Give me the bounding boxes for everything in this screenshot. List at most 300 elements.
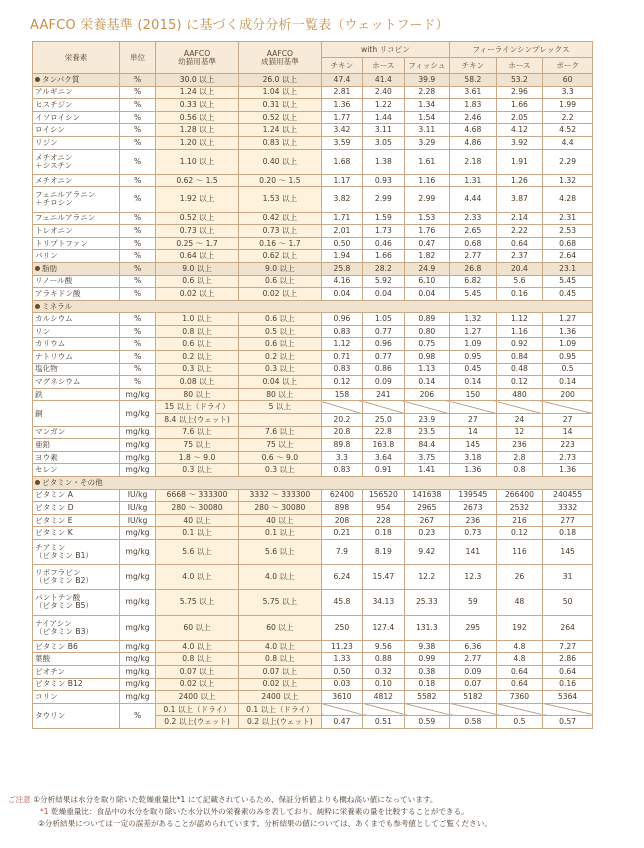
value-cell: 23.1 (543, 262, 593, 275)
adult-standard: 0.52 以上 (238, 111, 321, 124)
table-row (33, 124, 593, 137)
bullet-icon (35, 480, 40, 485)
nutrient-name-line1: イソロイシン (35, 112, 81, 122)
value-cell: 0.14 (543, 376, 593, 389)
value-cell: 206 (404, 388, 450, 401)
table-row (33, 527, 593, 540)
kitten-standard: 1.24 以上 (156, 86, 239, 99)
value-cell: 3.18 (450, 451, 497, 464)
value-cell: 3.3 (321, 451, 362, 464)
value-cell: 3.64 (363, 451, 404, 464)
value-cell: 4.68 (450, 124, 497, 137)
value-cell: 14 (543, 426, 593, 439)
value-cell: 1.36 (543, 325, 593, 338)
value-cell: 0.18 (404, 678, 450, 691)
kitten-standard: 280 ～ 30080 (156, 502, 239, 515)
kitten-standard: 0.6 以上 (156, 275, 239, 288)
nutrient-name-line1: 亜鉛 (35, 440, 51, 450)
value-cell: 0.18 (543, 527, 593, 540)
value-cell: 1.36 (321, 99, 362, 112)
adult-standard: 0.3 以上 (238, 464, 321, 477)
unit-cell: % (119, 376, 155, 389)
adult-standard: 1.24 以上 (238, 124, 321, 137)
adult-standard: 5.75 以上 (238, 590, 321, 615)
header-group-simplex: フィーラインシンプレックス (450, 42, 593, 58)
kitten-standard: 9.0 以上 (156, 262, 239, 275)
value-cell: 0.04 (404, 288, 450, 301)
unit-cell: mg/kg (119, 464, 155, 477)
value-cell: 1.16 (404, 174, 450, 187)
nutrient-name (33, 489, 120, 502)
nutrient-name-line1: 鉄 (35, 389, 43, 399)
notes-lead: ご注意 (8, 795, 31, 804)
value-cell: 1.66 (496, 99, 543, 112)
adult-standard: 0.04 以上 (238, 376, 321, 389)
nutrient-name (33, 451, 120, 464)
value-cell: 116 (496, 539, 543, 564)
value-cell: 480 (496, 388, 543, 401)
value-cell: 0.58 (450, 716, 497, 729)
blank-cell (321, 401, 362, 414)
nutrient-name-line1: チアミン (35, 543, 66, 553)
value-cell: 0.91 (363, 464, 404, 477)
nutrient-name-line1: リノール酸 (35, 276, 73, 286)
value-cell: 264 (543, 615, 593, 640)
value-cell: 5.6 (496, 275, 543, 288)
value-cell: 3610 (321, 691, 362, 704)
adult-standard-wet (238, 414, 321, 427)
adult-standard: 7.6 以上 (238, 426, 321, 439)
kitten-standard: 0.33 以上 (156, 99, 239, 112)
table-row (33, 111, 593, 124)
value-cell: 0.75 (404, 338, 450, 351)
value-cell: 3.82 (321, 187, 362, 212)
value-cell: 9.56 (363, 640, 404, 653)
table-row (33, 451, 593, 464)
adult-standard: 0.6 以上 (238, 313, 321, 326)
nutrient-name (33, 464, 120, 477)
note-3: ②分析結果については一定の誤差があることが認められています。分析結果の値については、あくまでも参考値としてご覧ください。 (38, 819, 492, 828)
kitten-standard: 1.0 以上 (156, 313, 239, 326)
kitten-standard: 0.3 以上 (156, 363, 239, 376)
value-cell: 2532 (496, 502, 543, 515)
value-cell: 2.40 (363, 86, 404, 99)
value-cell: 1.41 (404, 464, 450, 477)
unit-cell: mg/kg (119, 615, 155, 640)
value-cell: 2.96 (496, 86, 543, 99)
value-cell: 0.83 (321, 464, 362, 477)
value-cell: 12 (496, 426, 543, 439)
unit-cell: % (119, 351, 155, 364)
header-adult (238, 42, 321, 74)
nutrient-name-line2: ＋チロシン (35, 198, 73, 208)
note-1: ①分析結果は水分を取り除いた乾燥重量比*1 にて記載されているため、保証分析値よりも概ね高い値になっています。 (33, 795, 438, 804)
table-row (33, 174, 593, 187)
value-cell: 3.75 (404, 451, 450, 464)
value-cell: 2965 (404, 502, 450, 515)
value-cell: 1.26 (496, 174, 543, 187)
adult-standard: 5 以上 (238, 401, 321, 414)
nutrient-name (33, 565, 120, 590)
value-cell: 31 (543, 565, 593, 590)
value-cell: 4.8 (496, 653, 543, 666)
unit-cell: % (119, 174, 155, 187)
unit-cell: mg/kg (119, 691, 155, 704)
nutrient-name-line1: ビタミン K (35, 528, 73, 538)
kitten-standard: 5.6 以上 (156, 539, 239, 564)
nutrient-name (33, 99, 120, 112)
header-nutrient: 栄養素 (33, 42, 120, 74)
table-row (33, 388, 593, 401)
value-cell: 131.3 (404, 615, 450, 640)
table-row (33, 225, 593, 238)
nutrient-name-line1: ナイアシン (35, 618, 72, 628)
header-row-1 (33, 42, 593, 58)
nutrient-name-line1: ヒスチジン (35, 100, 73, 109)
adult-standard: 0.73 以上 (238, 225, 321, 238)
section-name: タンパク質 (42, 74, 80, 84)
nutrient-name (33, 212, 120, 225)
value-cell: 3.87 (496, 187, 543, 212)
adult-standard: 0.31 以上 (238, 99, 321, 112)
section-header (33, 74, 120, 87)
value-cell: 27 (450, 414, 497, 427)
nutrient-name (33, 313, 120, 326)
nutrient-name-line1: セレン (35, 465, 58, 475)
value-cell: 0.5 (543, 363, 593, 376)
value-cell: 4.16 (321, 275, 362, 288)
value-cell: 1.53 (404, 212, 450, 225)
kitten-standard: 80 以上 (156, 388, 239, 401)
nutrient-name (33, 514, 120, 527)
value-cell: 5364 (543, 691, 593, 704)
nutrition-table (32, 41, 593, 729)
nutrient-name (33, 351, 120, 364)
kitten-standard-wet: 0.2 以上(ウェット) (156, 716, 239, 729)
section-row (33, 300, 593, 313)
nutrient-name-line1: ビタミン D (35, 503, 74, 512)
value-cell: 0.04 (321, 288, 362, 301)
value-cell: 3.05 (363, 136, 404, 149)
value-cell: 1.77 (321, 111, 362, 124)
unit-cell: mg/kg (119, 539, 155, 564)
header-col: チキン (450, 58, 497, 74)
value-cell: 1.16 (496, 325, 543, 338)
header-kitten-line2: 幼猫用基準 (178, 56, 217, 66)
value-cell: 1.38 (363, 149, 404, 174)
table-row (33, 703, 593, 716)
nutrient-name (33, 376, 120, 389)
value-cell: 6.82 (450, 275, 497, 288)
unit-cell: % (119, 338, 155, 351)
value-cell: 2.31 (543, 212, 593, 225)
value-cell: 0.96 (363, 338, 404, 351)
nutrient-name-line1: マンガン (35, 427, 66, 437)
bullet-icon (35, 266, 40, 271)
header-col: ホース (363, 58, 404, 74)
nutrient-name-line1: ヨウ素 (35, 452, 58, 462)
kitten-standard: 0.02 以上 (156, 678, 239, 691)
nutrient-name (33, 502, 120, 515)
value-cell: 25.0 (363, 414, 404, 427)
value-cell: 0.89 (404, 313, 450, 326)
value-cell: 0.51 (363, 716, 404, 729)
unit-cell: % (119, 262, 155, 275)
value-cell: 12.2 (404, 565, 450, 590)
table-row (33, 250, 593, 263)
adult-standard: 60 以上 (238, 615, 321, 640)
value-cell: 0.47 (404, 237, 450, 250)
value-cell: 0.45 (450, 363, 497, 376)
table-row (33, 86, 593, 99)
nutrient-name (33, 149, 120, 174)
value-cell: 5.45 (543, 275, 593, 288)
value-cell: 20.8 (321, 426, 362, 439)
value-cell: 11.23 (321, 640, 362, 653)
value-cell: 2.01 (321, 225, 362, 238)
nutrient-name (33, 288, 120, 301)
value-cell: 0.38 (404, 665, 450, 678)
nutrient-name (33, 250, 120, 263)
value-cell: 47.4 (321, 74, 362, 87)
value-cell: 0.16 (496, 288, 543, 301)
value-cell: 27 (543, 414, 593, 427)
value-cell: 89.8 (321, 439, 362, 452)
value-cell: 1.94 (321, 250, 362, 263)
value-cell: 0.80 (404, 325, 450, 338)
value-cell: 0.46 (363, 237, 404, 250)
adult-standard: 5.6 以上 (238, 539, 321, 564)
kitten-standard: 0.07 以上 (156, 665, 239, 678)
value-cell: 228 (363, 514, 404, 527)
nutrient-name-line1: マグネシウム (35, 377, 81, 387)
value-cell: 3332 (543, 502, 593, 515)
adult-standard: 0.2 以上 (238, 351, 321, 364)
value-cell: 3.29 (404, 136, 450, 149)
kitten-standard: 60 以上 (156, 615, 239, 640)
value-cell: 150 (450, 388, 497, 401)
nutrient-name (33, 439, 120, 452)
nutrient-name-line1: ビタミン B6 (35, 641, 78, 651)
unit-cell: mg/kg (119, 388, 155, 401)
blank-cell (363, 703, 404, 716)
kitten-standard: 7.6 以上 (156, 426, 239, 439)
unit-cell: mg/kg (119, 653, 155, 666)
value-cell: 0.64 (543, 665, 593, 678)
nutrient-name: タウリン (33, 703, 120, 728)
value-cell: 2.53 (543, 225, 593, 238)
value-cell: 0.45 (543, 288, 593, 301)
value-cell: 3.3 (543, 86, 593, 99)
value-cell: 1.13 (404, 363, 450, 376)
value-cell: 0.64 (496, 665, 543, 678)
table-row (33, 99, 593, 112)
value-cell: 1.22 (363, 99, 404, 112)
nutrient-name: 銅 (33, 401, 120, 426)
nutrient-name-line1: コリン (35, 691, 58, 701)
adult-standard: 0.83 以上 (238, 136, 321, 149)
table-row (33, 565, 593, 590)
section-name: 脂肪 (42, 263, 58, 273)
nutrient-name-line1: リン (35, 326, 51, 336)
nutrient-name-line1: バリン (35, 251, 58, 261)
value-cell: 2.64 (543, 250, 593, 263)
value-cell: 1.27 (543, 313, 593, 326)
section-row (33, 74, 593, 87)
value-cell: 62400 (321, 489, 362, 502)
kitten-standard: 1.8 ～ 9.0 (156, 451, 239, 464)
value-cell: 1.32 (543, 174, 593, 187)
nutrient-name (33, 426, 120, 439)
kitten-standard: 0.2 以上 (156, 351, 239, 364)
value-cell: 20.2 (321, 414, 362, 427)
adult-standard: 0.02 以上 (238, 678, 321, 691)
value-cell: 1.44 (363, 111, 404, 124)
nutrient-name-line1: リジン (35, 137, 58, 147)
bullet-icon (35, 77, 40, 82)
table-row (33, 514, 593, 527)
note-2: 乾燥重量比：食品中の水分を取り除いた水分以外の栄養素のみを表しており、純粋に栄養素の量を比較することができる。 (51, 807, 469, 816)
nutrient-name (33, 136, 120, 149)
blank-cell (450, 703, 497, 716)
kitten-standard: 0.08 以上 (156, 376, 239, 389)
adult-standard: 4.0 以上 (238, 640, 321, 653)
value-cell: 2.99 (404, 187, 450, 212)
value-cell: 0.88 (363, 653, 404, 666)
value-cell: 0.14 (450, 376, 497, 389)
nutrient-name (33, 237, 120, 250)
header-unit: 単位 (119, 42, 155, 74)
table-row (33, 149, 593, 174)
nutrient-name (33, 691, 120, 704)
value-cell: 3.11 (363, 124, 404, 137)
value-cell: 0.21 (321, 527, 362, 540)
blank-cell (321, 703, 362, 716)
nutrient-name-line1: 塩化物 (35, 364, 58, 374)
table-row (33, 464, 593, 477)
kitten-standard: 0.62 ～ 1.5 (156, 174, 239, 187)
value-cell: 0.10 (363, 678, 404, 691)
unit-cell: % (119, 124, 155, 137)
nutrient-name (33, 174, 120, 187)
kitten-standard: 0.1 以上（ドライ） (156, 703, 239, 716)
value-cell: 4.8 (496, 640, 543, 653)
kitten-standard: 0.8 以上 (156, 325, 239, 338)
adult-standard: 0.16 ～ 1.7 (238, 237, 321, 250)
value-cell: 158 (321, 388, 362, 401)
value-cell: 2.46 (450, 111, 497, 124)
table-row (33, 187, 593, 212)
value-cell: 0.57 (543, 716, 593, 729)
unit-cell: % (119, 325, 155, 338)
kitten-standard: 0.25 ～ 1.7 (156, 237, 239, 250)
value-cell: 0.64 (496, 237, 543, 250)
kitten-standard: 30.0 以上 (156, 74, 239, 87)
value-cell: 0.71 (321, 351, 362, 364)
nutrient-name-line1: トレオニン (35, 225, 73, 235)
value-cell: 0.12 (321, 376, 362, 389)
value-cell: 5.45 (450, 288, 497, 301)
nutrient-name-line1: メチオニン (35, 152, 73, 162)
value-cell: 241 (363, 388, 404, 401)
unit-cell: mg/kg (119, 401, 155, 426)
value-cell: 34.13 (363, 590, 404, 615)
table-row (33, 615, 593, 640)
value-cell: 0.83 (321, 363, 362, 376)
nutrient-name (33, 363, 120, 376)
table-row (33, 237, 593, 250)
value-cell: 236 (450, 514, 497, 527)
value-cell: 1.54 (404, 111, 450, 124)
adult-standard: 4.0 以上 (238, 565, 321, 590)
adult-standard: 80 以上 (238, 388, 321, 401)
unit-cell: mg/kg (119, 590, 155, 615)
value-cell: 4.86 (450, 136, 497, 149)
value-cell: 236 (496, 439, 543, 452)
value-cell: 0.09 (450, 665, 497, 678)
nutrient-name-line1: トリプトファン (35, 238, 88, 248)
value-cell: 1.12 (321, 338, 362, 351)
table-row (33, 665, 593, 678)
unit-cell: IU/kg (119, 502, 155, 515)
table-row (33, 678, 593, 691)
kitten-standard: 1.10 以上 (156, 149, 239, 174)
adult-standard: 0.5 以上 (238, 325, 321, 338)
table-row (33, 212, 593, 225)
value-cell: 0.99 (404, 653, 450, 666)
value-cell: 2.8 (496, 451, 543, 464)
value-cell: 1.36 (543, 464, 593, 477)
nutrient-name-line1: ビタミン A (35, 490, 73, 500)
adult-standard: 2400 以上 (238, 691, 321, 704)
kitten-standard: 0.64 以上 (156, 250, 239, 263)
value-cell: 145 (450, 439, 497, 452)
kitten-standard: 0.02 以上 (156, 288, 239, 301)
adult-standard: 0.07 以上 (238, 665, 321, 678)
nutrient-name (33, 187, 120, 212)
value-cell: 1.99 (543, 99, 593, 112)
value-cell: 277 (543, 514, 593, 527)
value-cell: 3.11 (404, 124, 450, 137)
value-cell: 4812 (363, 691, 404, 704)
value-cell: 26 (496, 565, 543, 590)
table-row (33, 401, 593, 414)
value-cell: 0.48 (496, 363, 543, 376)
value-cell: 2.05 (496, 111, 543, 124)
adult-standard: 0.42 以上 (238, 212, 321, 225)
adult-standard: 0.02 以上 (238, 288, 321, 301)
value-cell: 2.2 (543, 111, 593, 124)
value-cell: 0.8 (496, 464, 543, 477)
value-cell: 250 (321, 615, 362, 640)
unit-cell: % (119, 111, 155, 124)
kitten-standard: 4.0 以上 (156, 640, 239, 653)
unit-cell: % (119, 237, 155, 250)
unit-cell: mg/kg (119, 640, 155, 653)
note-2-mark: *1 (40, 807, 49, 816)
value-cell: 84.4 (404, 439, 450, 452)
value-cell: 898 (321, 502, 362, 515)
unit-cell: mg/kg (119, 527, 155, 540)
nutrient-name (33, 539, 120, 564)
value-cell: 0.12 (496, 527, 543, 540)
value-cell: 0.86 (363, 363, 404, 376)
nutrient-name-line1: 葉酸 (35, 654, 51, 664)
value-cell: 23.9 (404, 414, 450, 427)
value-cell: 0.16 (543, 678, 593, 691)
table-row (33, 653, 593, 666)
table-row (33, 325, 593, 338)
